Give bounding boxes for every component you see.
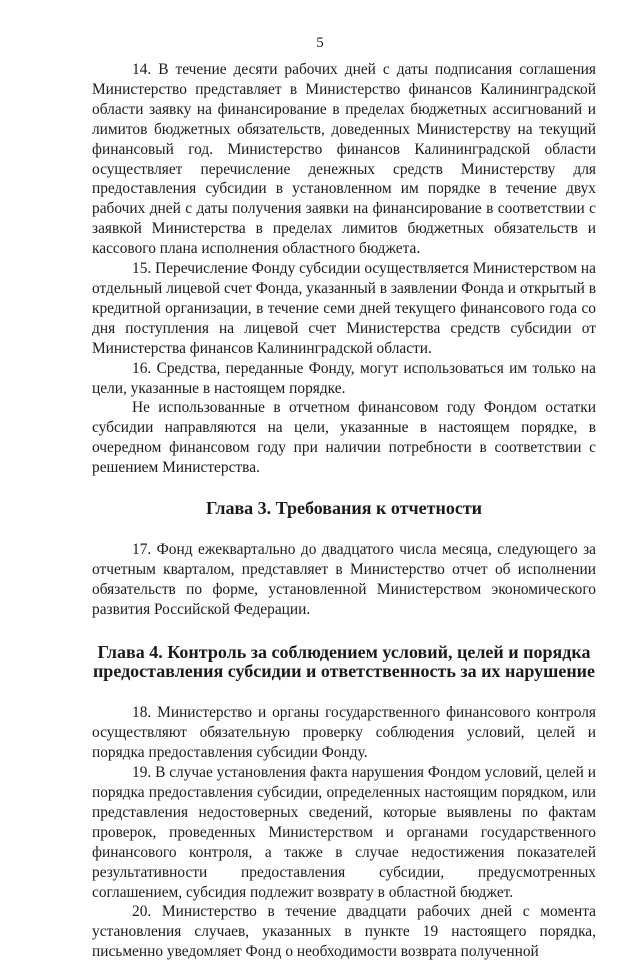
paragraph-16: 16. Средства, переданные Фонду, могут использоваться им только на цели, указанные в настоящем порядке. [92, 359, 596, 397]
chapter-3-heading: Глава 3. Требования к отчетности [205, 498, 483, 519]
paragraph-18: 18. Министерство и органы государственного финансового контроля осуществляют обязательную проверку соблюдения условий, целей и порядка предоставления субсидии Фонду. [92, 704, 596, 762]
page-number: 5 [316, 35, 324, 51]
paragraph-16-continuation: Не использованные в отчетном финансовом году Фондом остатки субсидии направляются на цели, указанные в настоящем порядке, в очередном финансовом году при наличии потребности в соответствии с решением Министерства. [92, 399, 596, 477]
paragraph-20: 20. Министерство в течение двадцати рабочих дней с момента установления случаев, указанных в пункте 19 настоящего порядка, письменно уведомляет Фонд о необходимости возврата полученной [92, 903, 596, 961]
paragraph-15: 15. Перечисление Фонду субсидии осуществляется Министерством на отдельный лицевой счет Фонда, указанный в заявлении Фонда и открытый в кредитной организации, в течение семи дней текущего финансового года со дня поступления на лицевой счет Министерства средств субсидии от Министерства финансов Калининградской области. [92, 260, 596, 357]
paragraph-19: 19. В случае установления факта нарушения Фондом условий, целей и порядка предоставления субсидии, определенных настоящим порядком, или представления недостоверных сведений, которые выявлены по фактам проверок, проведенных Министерством и органами государственного финансового контроля, а также в случае недостижения показателей результативности предоставления субсидии, предусмотренных соглашением, субсидия подлежит возврату в областной бюджет. [92, 764, 596, 901]
chapter-4-heading-line1: Глава 4. Контроль за соблюдением условий, целей и порядка [97, 641, 591, 662]
paragraph-14: 14. В течение десяти рабочих дней с даты подписания соглашения Министерство представляет в Министерство финансов Калининградской области заявку на финансирование в пределах бюджетных ассигнований и лимитов бюджетных обязательств, доведенных Министерству на текущий финансовый год. Министерство финансов Калининградской области осуществляет перечисление денежных средств Министерству для предоставления субсидии в установленном им порядке в течение двух рабочих дней с даты получения заявки на финансирование в соответствии с заявкой Министерства в пределах лимитов бюджетных обязательств и кассового плана исполнения областного бюджета. [92, 61, 596, 258]
chapter-4-heading [92, 643, 596, 683]
document-body [92, 60, 596, 962]
paragraph-17: 17. Фонд ежеквартально до двадцатого числа месяца, следующего за отчетным кварталом, представляет в Министерство отчет об исполнении обязательств по форме, установленной Министерством экономического развития Российской Федерации. [92, 540, 596, 618]
chapter-4-heading-line2: предоставления субсидии и ответственность за их нарушение [92, 661, 596, 682]
